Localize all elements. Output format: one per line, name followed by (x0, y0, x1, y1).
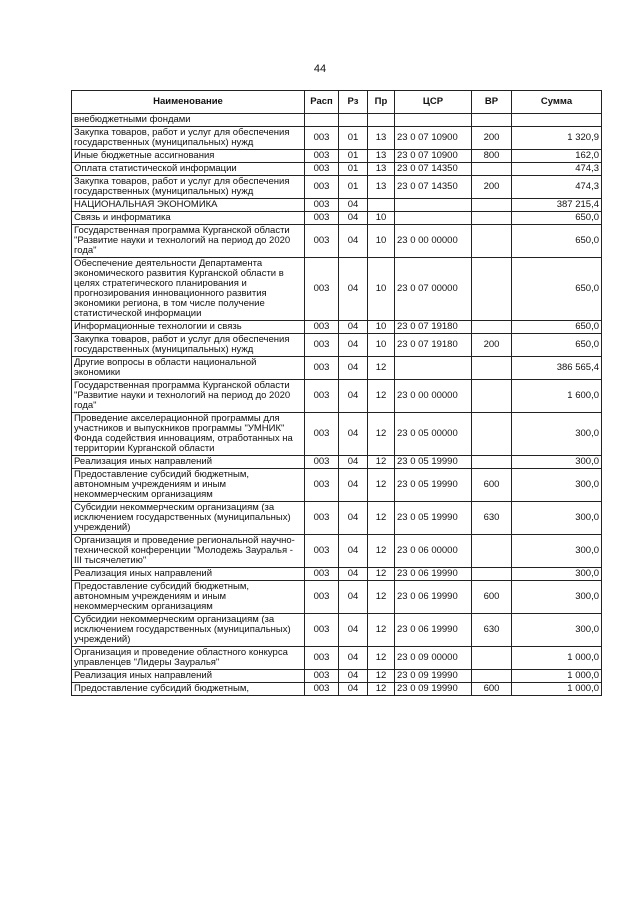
cell-pr: 12 (368, 535, 395, 568)
cell-rasp (305, 114, 339, 127)
cell-pr: 12 (368, 380, 395, 413)
cell-sum: 650,0 (512, 225, 602, 258)
cell-vr (472, 357, 512, 380)
table-row (72, 258, 602, 321)
cell-sum: 300,0 (512, 535, 602, 568)
header-pr: Пр (368, 91, 395, 114)
cell-csr: 23 0 06 19990 (395, 568, 472, 581)
cell-name: Информационные технологии и связь (72, 321, 305, 334)
cell-vr (472, 225, 512, 258)
cell-rz: 01 (339, 176, 368, 199)
cell-rasp: 003 (305, 614, 339, 647)
cell-rasp: 003 (305, 258, 339, 321)
cell-sum: 1 600,0 (512, 380, 602, 413)
cell-sum: 300,0 (512, 568, 602, 581)
table-row (72, 127, 602, 150)
cell-rasp: 003 (305, 581, 339, 614)
cell-name: Оплата статистической информации (72, 163, 305, 176)
cell-sum: 474,3 (512, 163, 602, 176)
cell-pr: 12 (368, 456, 395, 469)
cell-pr: 12 (368, 413, 395, 456)
cell-name: Субсидии некоммерческим организациям (за исключением государственных (муниципальных) учреждений) (72, 614, 305, 647)
cell-name: Реализация иных направлений (72, 568, 305, 581)
header-name: Наименование (72, 91, 305, 114)
cell-pr: 12 (368, 670, 395, 683)
cell-csr: 23 0 07 19180 (395, 321, 472, 334)
cell-rz: 04 (339, 670, 368, 683)
cell-rasp: 003 (305, 127, 339, 150)
table-row (72, 163, 602, 176)
cell-rasp: 003 (305, 456, 339, 469)
table-row (72, 502, 602, 535)
cell-rasp: 003 (305, 502, 339, 535)
cell-rasp: 003 (305, 199, 339, 212)
cell-csr: 23 0 07 14350 (395, 176, 472, 199)
cell-name: Закупка товаров, работ и услуг для обеспечения государственных (муниципальных) нужд (72, 334, 305, 357)
cell-sum: 386 565,4 (512, 357, 602, 380)
cell-rz: 04 (339, 469, 368, 502)
cell-name: Закупка товаров, работ и услуг для обеспечения государственных (муниципальных) нужд (72, 127, 305, 150)
budget-table (71, 90, 602, 696)
header-row (72, 91, 602, 114)
cell-vr (472, 647, 512, 670)
header-sum: Сумма (512, 91, 602, 114)
cell-sum: 387 215,4 (512, 199, 602, 212)
cell-pr: 13 (368, 127, 395, 150)
header-rasp: Расп (305, 91, 339, 114)
cell-csr: 23 0 07 10900 (395, 150, 472, 163)
cell-rasp: 003 (305, 380, 339, 413)
cell-csr: 23 0 05 00000 (395, 413, 472, 456)
cell-pr: 12 (368, 581, 395, 614)
cell-vr: 630 (472, 614, 512, 647)
cell-rz: 04 (339, 334, 368, 357)
cell-rz (339, 114, 368, 127)
cell-vr: 200 (472, 334, 512, 357)
cell-vr (472, 380, 512, 413)
page-number: 44 (313, 63, 327, 75)
cell-rz: 04 (339, 614, 368, 647)
cell-name: Субсидии некоммерческим организациям (за исключением государственных (муниципальных) учреждений) (72, 502, 305, 535)
cell-csr: 23 0 00 00000 (395, 380, 472, 413)
cell-name: Организация и проведение областного конкурса управленцев "Лидеры Зауралья" (72, 647, 305, 670)
table-row (72, 670, 602, 683)
table-row (72, 413, 602, 456)
cell-csr: 23 0 09 19990 (395, 670, 472, 683)
cell-rz: 04 (339, 380, 368, 413)
table-row (72, 357, 602, 380)
cell-vr: 800 (472, 150, 512, 163)
cell-csr: 23 0 06 00000 (395, 535, 472, 568)
cell-name: Предоставление субсидий бюджетным, (72, 683, 305, 696)
cell-csr: 23 0 07 10900 (395, 127, 472, 150)
cell-rasp: 003 (305, 163, 339, 176)
cell-name: НАЦИОНАЛЬНАЯ ЭКОНОМИКА (72, 199, 305, 212)
cell-vr (472, 568, 512, 581)
cell-vr: 600 (472, 683, 512, 696)
cell-vr (472, 535, 512, 568)
cell-rz: 04 (339, 647, 368, 670)
cell-name: Обеспечение деятельности Департамента экономического развития Курганской области в целях стратегического планирования и прогнозирования инновационного развития экономики региона, в том числе получение статистической информации (72, 258, 305, 321)
table-row (72, 683, 602, 696)
cell-csr: 23 0 05 19990 (395, 456, 472, 469)
cell-csr: 23 0 09 19990 (395, 683, 472, 696)
cell-rasp: 003 (305, 150, 339, 163)
cell-sum: 162,0 (512, 150, 602, 163)
cell-pr: 10 (368, 212, 395, 225)
cell-rasp: 003 (305, 212, 339, 225)
cell-rasp: 003 (305, 176, 339, 199)
cell-pr: 12 (368, 469, 395, 502)
cell-name: Проведение акселерационной программы для участников и выпускников программы "УМНИК" Фонда содействия инновациям, отработанных на территории Курганской области (72, 413, 305, 456)
cell-csr (395, 199, 472, 212)
cell-name: Реализация иных направлений (72, 456, 305, 469)
cell-name: Другие вопросы в области национальной экономики (72, 357, 305, 380)
cell-vr (472, 670, 512, 683)
cell-pr: 12 (368, 683, 395, 696)
header-rz: Рз (339, 91, 368, 114)
cell-sum: 1 000,0 (512, 647, 602, 670)
cell-vr: 630 (472, 502, 512, 535)
cell-pr (368, 199, 395, 212)
cell-sum: 650,0 (512, 212, 602, 225)
cell-pr: 10 (368, 334, 395, 357)
cell-name: Реализация иных направлений (72, 670, 305, 683)
cell-vr (472, 114, 512, 127)
cell-name: Государственная программа Курганской области "Развитие науки и технологий на период до 2020 года" (72, 225, 305, 258)
cell-vr (472, 456, 512, 469)
cell-rasp: 003 (305, 535, 339, 568)
cell-pr: 10 (368, 258, 395, 321)
cell-pr: 12 (368, 357, 395, 380)
cell-rasp: 003 (305, 469, 339, 502)
table-row (72, 334, 602, 357)
table-row (72, 150, 602, 163)
cell-pr: 13 (368, 176, 395, 199)
cell-csr: 23 0 07 14350 (395, 163, 472, 176)
cell-name: Предоставление субсидий бюджетным, автономным учреждениям и иным некоммерческим организациям (72, 581, 305, 614)
cell-rz: 04 (339, 502, 368, 535)
table-row (72, 568, 602, 581)
cell-vr: 200 (472, 176, 512, 199)
cell-csr (395, 114, 472, 127)
cell-vr (472, 199, 512, 212)
cell-rz: 01 (339, 150, 368, 163)
table-row (72, 456, 602, 469)
cell-vr (472, 212, 512, 225)
cell-csr: 23 0 07 19180 (395, 334, 472, 357)
cell-csr: 23 0 05 19990 (395, 469, 472, 502)
cell-sum: 300,0 (512, 581, 602, 614)
cell-rz: 04 (339, 581, 368, 614)
cell-rz: 04 (339, 456, 368, 469)
cell-rz: 04 (339, 568, 368, 581)
table-row (72, 614, 602, 647)
cell-name: Связь и информатика (72, 212, 305, 225)
cell-rz: 04 (339, 212, 368, 225)
cell-name: внебюджетными фондами (72, 114, 305, 127)
cell-sum (512, 114, 602, 127)
cell-sum: 1 000,0 (512, 670, 602, 683)
cell-csr: 23 0 07 00000 (395, 258, 472, 321)
cell-rz: 04 (339, 413, 368, 456)
cell-rz: 04 (339, 225, 368, 258)
table-row (72, 199, 602, 212)
cell-csr: 23 0 09 00000 (395, 647, 472, 670)
cell-rz: 01 (339, 163, 368, 176)
cell-vr (472, 413, 512, 456)
cell-pr: 12 (368, 502, 395, 535)
cell-rasp: 003 (305, 683, 339, 696)
cell-vr: 200 (472, 127, 512, 150)
cell-csr: 23 0 06 19990 (395, 614, 472, 647)
cell-name: Иные бюджетные ассигнования (72, 150, 305, 163)
table-row (72, 176, 602, 199)
cell-pr: 10 (368, 321, 395, 334)
cell-rasp: 003 (305, 647, 339, 670)
cell-sum: 650,0 (512, 334, 602, 357)
cell-rz: 04 (339, 535, 368, 568)
header-vr: ВР (472, 91, 512, 114)
cell-rz: 04 (339, 683, 368, 696)
cell-sum: 650,0 (512, 258, 602, 321)
cell-sum: 300,0 (512, 614, 602, 647)
cell-csr: 23 0 06 19990 (395, 581, 472, 614)
cell-sum: 650,0 (512, 321, 602, 334)
cell-csr: 23 0 05 19990 (395, 502, 472, 535)
cell-rz: 04 (339, 199, 368, 212)
table-row (72, 581, 602, 614)
cell-sum: 1 000,0 (512, 683, 602, 696)
cell-vr (472, 321, 512, 334)
header-csr: ЦСР (395, 91, 472, 114)
cell-pr (368, 114, 395, 127)
cell-name: Предоставление субсидий бюджетным, автономным учреждениям и иным некоммерческим организациям (72, 469, 305, 502)
cell-rasp: 003 (305, 334, 339, 357)
cell-name: Организация и проведение региональной научно-технической конференции "Молодежь Зауралья - III тысячелетию" (72, 535, 305, 568)
cell-rz: 04 (339, 357, 368, 380)
cell-name: Государственная программа Курганской области "Развитие науки и технологий на период до 2020 года" (72, 380, 305, 413)
table-row (72, 647, 602, 670)
cell-csr (395, 357, 472, 380)
cell-name: Закупка товаров, работ и услуг для обеспечения государственных (муниципальных) нужд (72, 176, 305, 199)
table-row (72, 225, 602, 258)
cell-rasp: 003 (305, 670, 339, 683)
cell-rasp: 003 (305, 321, 339, 334)
cell-vr (472, 163, 512, 176)
cell-pr: 13 (368, 150, 395, 163)
cell-sum: 474,3 (512, 176, 602, 199)
cell-rz: 01 (339, 127, 368, 150)
table-row (72, 535, 602, 568)
table-row (72, 469, 602, 502)
cell-rasp: 003 (305, 357, 339, 380)
cell-sum: 300,0 (512, 456, 602, 469)
cell-sum: 1 320,9 (512, 127, 602, 150)
cell-sum: 300,0 (512, 502, 602, 535)
cell-csr: 23 0 00 00000 (395, 225, 472, 258)
table-row (72, 114, 602, 127)
cell-vr (472, 258, 512, 321)
cell-pr: 13 (368, 163, 395, 176)
cell-rasp: 003 (305, 413, 339, 456)
table-row (72, 321, 602, 334)
cell-rz: 04 (339, 321, 368, 334)
cell-pr: 12 (368, 614, 395, 647)
cell-csr (395, 212, 472, 225)
cell-rz: 04 (339, 258, 368, 321)
cell-pr: 12 (368, 647, 395, 670)
cell-vr: 600 (472, 581, 512, 614)
cell-rasp: 003 (305, 568, 339, 581)
cell-pr: 12 (368, 568, 395, 581)
cell-sum: 300,0 (512, 413, 602, 456)
cell-sum: 300,0 (512, 469, 602, 502)
cell-rasp: 003 (305, 225, 339, 258)
table-row (72, 380, 602, 413)
cell-pr: 10 (368, 225, 395, 258)
cell-vr: 600 (472, 469, 512, 502)
table-row (72, 212, 602, 225)
